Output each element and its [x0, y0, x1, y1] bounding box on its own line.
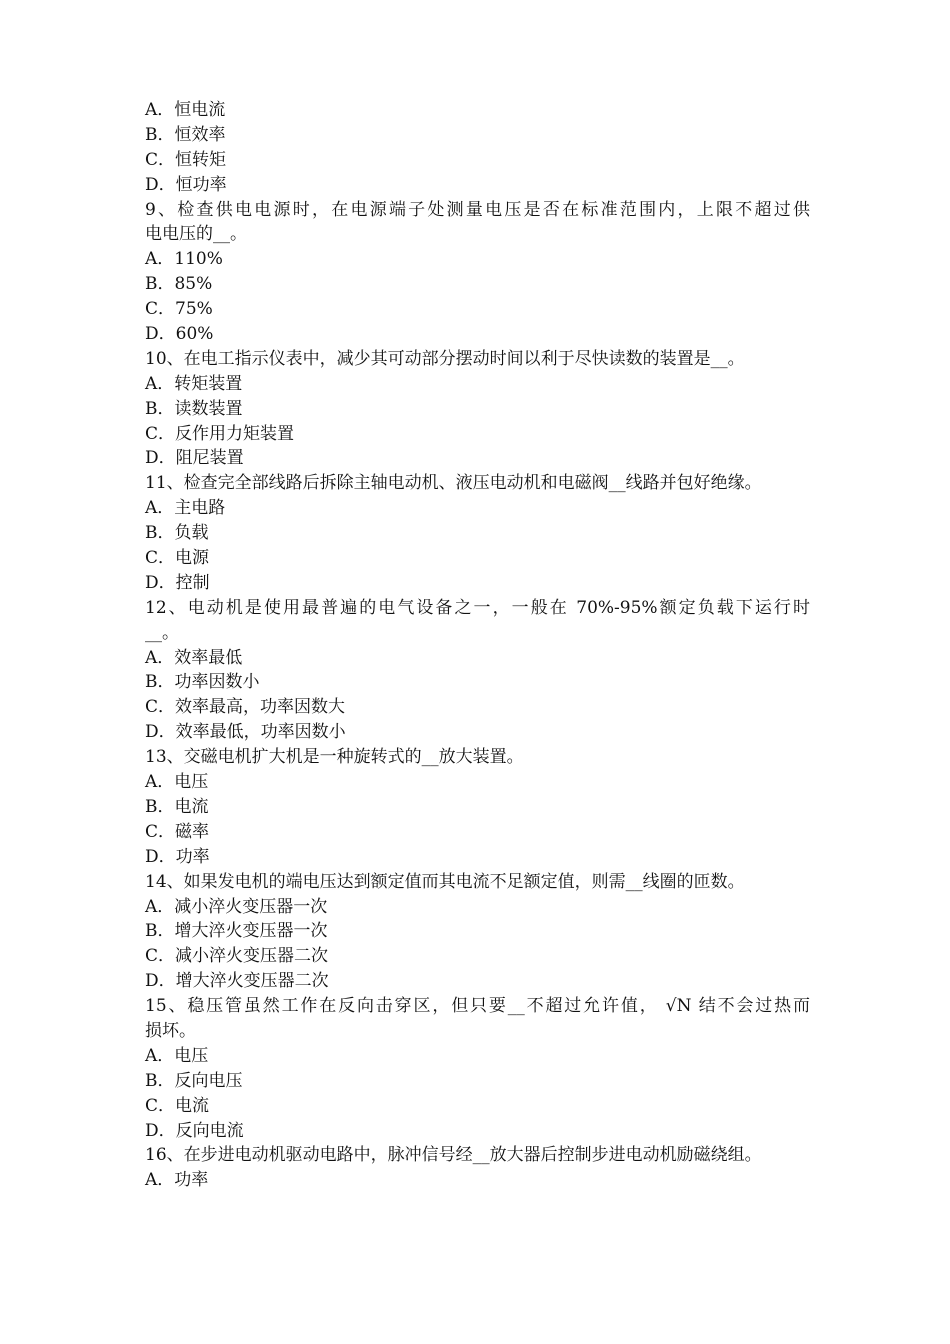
answer-option: B．反向电压 [145, 1070, 243, 1091]
answer-option: C．电源 [145, 548, 210, 569]
question-text: 13、交磁电机扩大机是一种旋转式的__放大装置。 [145, 747, 524, 768]
answer-option: C．反作用力矩装置 [145, 423, 295, 444]
answer-option: C．减小淬火变压器二次 [145, 946, 329, 967]
answer-option: A．功率 [145, 1170, 209, 1191]
question-text: 14、如果发电机的端电压达到额定值而其电流不足额定值，则需__线圈的匝数。 [145, 871, 745, 892]
question-text: __。 [145, 622, 179, 643]
answer-option: D．增大淬火变压器二次 [145, 971, 329, 992]
answer-option: A．恒电流 [145, 100, 226, 120]
answer-option: A．转矩装置 [145, 373, 243, 394]
answer-option: D．功率 [145, 846, 210, 867]
question-list [145, 98, 810, 1193]
answer-option: D．反向电流 [145, 1120, 244, 1141]
answer-option: B．功率因数小 [145, 672, 260, 693]
answer-option: A．减小淬火变压器一次 [145, 896, 328, 917]
question-text: 10、在电工指示仪表中，减少其可动部分摆动时间以利于尽快读数的装置是__。 [145, 348, 745, 369]
answer-option: A．110% [145, 249, 223, 270]
answer-option: C．恒转矩 [145, 149, 227, 170]
answer-option: B．读数装置 [145, 398, 243, 419]
answer-option: B．恒效率 [145, 124, 226, 145]
answer-option: B．85% [145, 274, 213, 295]
question-text: 12、电动机是使用最普遍的电气设备之一，一般在 70%-95%额定负载下运行时 [145, 597, 810, 618]
answer-option: A．主电路 [145, 498, 226, 519]
answer-option: D．恒功率 [145, 174, 227, 195]
answer-option: C．电流 [145, 1095, 210, 1116]
answer-option: D．阻尼装置 [145, 448, 244, 469]
question-text: 损坏。 [145, 1020, 196, 1041]
answer-option: A．效率最低 [145, 647, 243, 668]
answer-option: B．增大淬火变压器一次 [145, 921, 328, 942]
question-text: 16、在步进电动机驱动电路中，脉冲信号经__放大器后控制步进电动机励磁绕组。 [145, 1145, 762, 1166]
answer-option: C．75% [145, 299, 213, 320]
answer-option: A．电压 [145, 772, 209, 793]
answer-option: D．控制 [145, 572, 210, 593]
answer-option: D．效率最低，功率因数小 [145, 722, 346, 743]
answer-option: B．负载 [145, 523, 209, 544]
answer-option: A．电压 [145, 1045, 209, 1066]
answer-option: C．磁率 [145, 821, 210, 842]
question-text: 15、稳压管虽然工作在反向击穿区，但只要__不超过允许值， √N 结不会过热而 [145, 996, 810, 1017]
question-text: 11、检查完全部线路后拆除主轴电动机、液压电动机和电磁阀__线路并包好绝缘。 [145, 473, 762, 494]
answer-option: B．电流 [145, 796, 209, 817]
answer-option: D．60% [145, 324, 214, 345]
question-text: 电电压的__。 [145, 224, 247, 245]
answer-option: C．效率最高，功率因数大 [145, 697, 346, 718]
question-text: 9、检查供电电源时，在电源端子处测量电压是否在标准范围内，上限不超过供 [145, 199, 810, 220]
